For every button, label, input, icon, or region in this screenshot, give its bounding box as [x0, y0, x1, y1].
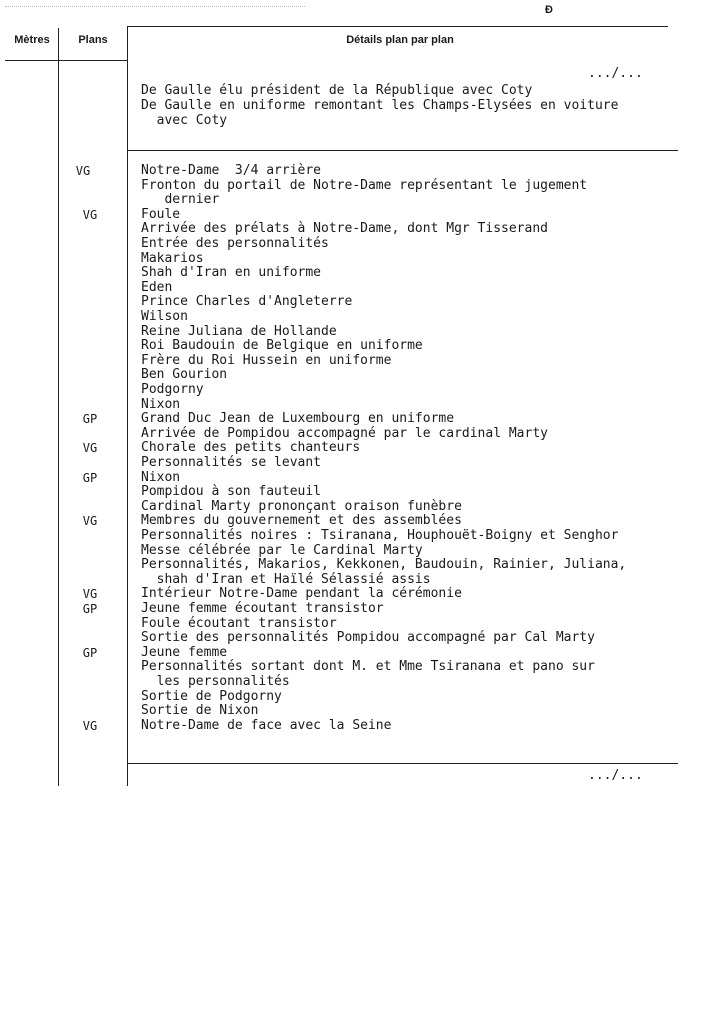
detail-text: Frère du Roi Hussein en uniforme — [141, 352, 392, 368]
detail-text: Pompidou à son fauteuil — [141, 484, 322, 500]
detail-text: Eden — [141, 279, 173, 295]
detail-text: Grand Duc Jean de Luxembourg en uniforme — [141, 411, 455, 427]
detail-text: Nixon — [141, 396, 181, 412]
header-plans: Plans — [78, 34, 108, 46]
detail-text: les personnalités — [141, 674, 290, 689]
detail-text: Sortie des personnalités Pompidou accompagné par Cal Marty — [141, 630, 595, 646]
detail-text: Personnalités noires : Tsiranana, Houphouët-Boigny et Senghor — [141, 528, 619, 543]
detail-text: Nixon — [141, 469, 181, 485]
detail-text: Makarios — [141, 250, 204, 266]
block-separator-2 — [128, 763, 678, 764]
detail-text: Podgorny — [141, 382, 204, 397]
detail-text: Messe célébrée par le Cardinal Marty — [141, 542, 423, 558]
detail-text: Notre-Dame de face avec la Seine — [141, 717, 392, 733]
detail-text: Roi Baudouin de Belgique en uniforme — [141, 338, 423, 354]
detail-text: Prince Charles d'Angleterre — [141, 294, 353, 310]
detail-text: Personnalités, Makarios, Kekkonen, Baudouin, Rainier, Juliana, — [141, 557, 627, 573]
detail-text: Membres du gouvernement et des assemblées — [141, 513, 462, 529]
detail-text: Shah d'Iran en uniforme — [141, 265, 322, 281]
plan-code: GP — [82, 470, 98, 485]
plan-code: VG — [82, 587, 98, 602]
detail-text: Cardinal Marty prononçant oraison funèbre — [141, 498, 462, 514]
detail-text: Wilson — [141, 309, 188, 324]
detail-text: Jeune femme écoutant transistor — [141, 601, 384, 616]
detail-text: Sortie de Podgorny — [141, 688, 282, 704]
page-mark: Đ — [545, 4, 553, 16]
plan-code: VG — [82, 514, 98, 529]
detail-text: Notre-Dame 3/4 arrière — [141, 163, 322, 178]
detail-text: Entrée des personnalités — [141, 236, 329, 251]
detail-text: dernier — [141, 192, 220, 208]
detail-text: Sortie de Nixon — [141, 703, 259, 719]
detail-text: De Gaulle en uniforme remontant les Champs-Elysées en voiture — [141, 98, 619, 113]
detail-text: Personnalités se levant — [141, 455, 322, 470]
detail-text: avec Coty — [141, 113, 228, 128]
plan-code: GP — [82, 602, 98, 616]
detail-text: Ben Gourion — [141, 367, 228, 383]
plan-code: GP — [82, 645, 98, 660]
continuation-bottom: .../... — [588, 768, 643, 783]
detail-text: Reine Juliana de Hollande — [141, 323, 337, 339]
detail-text: Jeune femme — [141, 644, 228, 660]
header-details: Détails plan par plan — [346, 34, 454, 46]
detail-text: Foule — [141, 206, 181, 222]
col-divider-2 — [127, 26, 128, 786]
top-dotted-rule — [5, 6, 305, 7]
continuation-top: .../... — [588, 66, 643, 81]
detail-text: Chorale des petits chanteurs — [141, 440, 361, 456]
detail-text: Arrivée de Pompidou accompagné par le cardinal Marty — [141, 425, 548, 441]
plan-code: VG — [82, 441, 98, 456]
plan-code: VG — [82, 207, 98, 222]
plan-code: VG — [82, 718, 98, 733]
detail-text: De Gaulle élu président de la République avec Coty — [141, 83, 533, 98]
detail-text: shah d'Iran et Haïlé Sélassié assis — [141, 571, 431, 587]
header-metres: Mètres — [14, 34, 50, 46]
header-bottom-rule — [5, 60, 127, 61]
detail-text: Arrivée des prélats à Notre-Dame, dont Mgr Tisserand — [141, 221, 548, 237]
col-divider-1 — [58, 28, 59, 786]
detail-text: Personnalités sortant dont M. et Mme Tsiranana et pano sur — [141, 659, 595, 675]
detail-text: Foule écoutant transistor — [141, 615, 337, 631]
plan-code: GP — [82, 412, 98, 427]
block-separator-1 — [128, 150, 678, 151]
detail-text: Fronton du portail de Notre-Dame représentant le jugement — [141, 177, 588, 193]
plan-code: VG — [75, 164, 91, 178]
detail-text: Intérieur Notre-Dame pendant la cérémonie — [141, 586, 462, 602]
header-top-rule — [128, 26, 668, 27]
